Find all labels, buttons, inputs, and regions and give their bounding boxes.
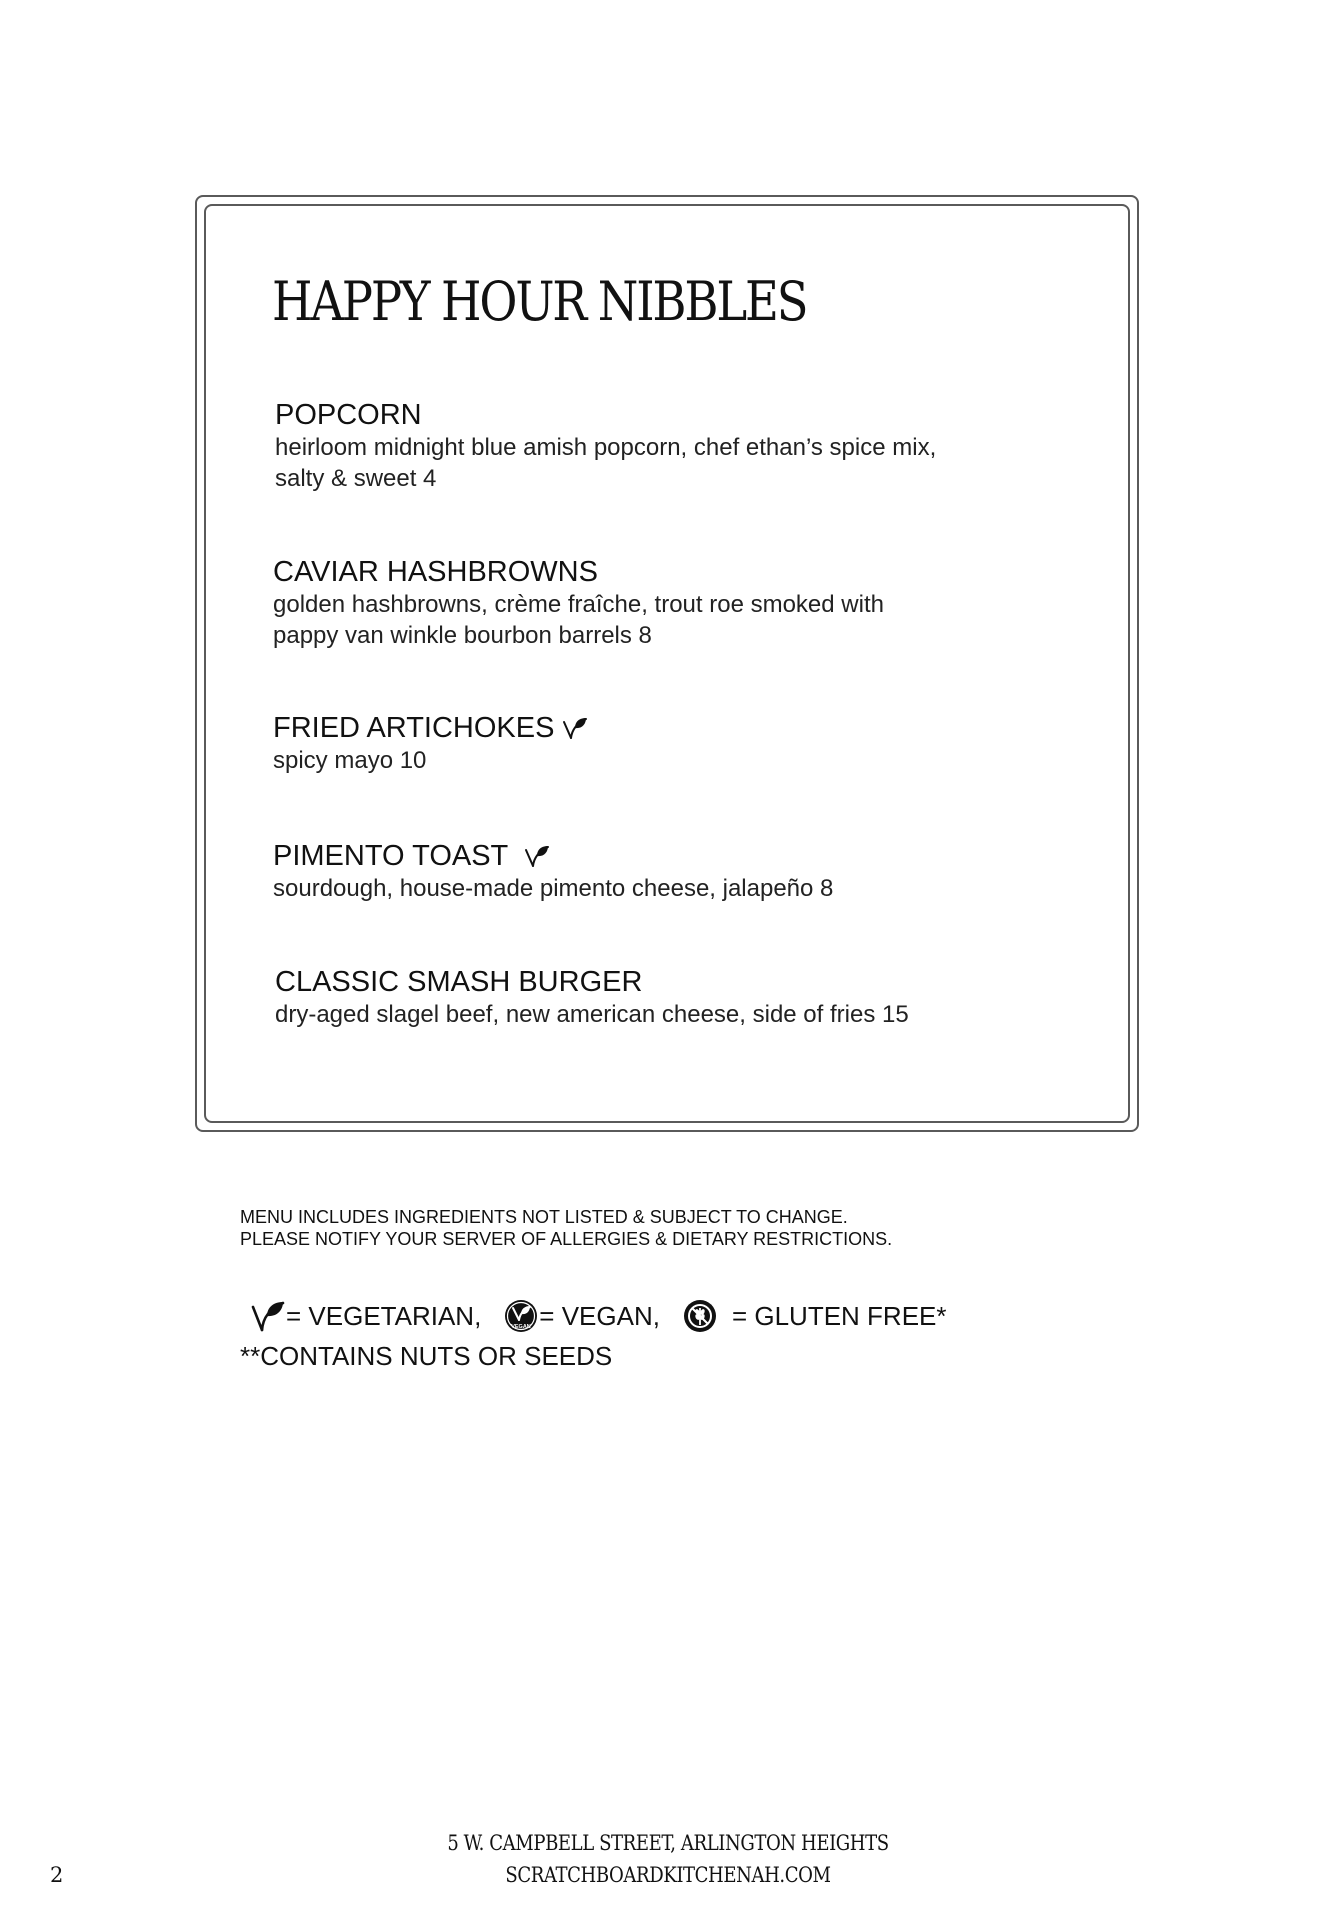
- item-description: [275, 432, 1035, 494]
- vegetarian-icon: [562, 715, 588, 741]
- footer: [0, 1827, 1336, 1891]
- vegan-icon: [503, 1298, 539, 1334]
- item-name: PIMENTO TOAST: [273, 840, 509, 872]
- item-description-line: salty & sweet 4: [275, 465, 437, 492]
- item-description: [273, 745, 1033, 776]
- disclaimer-line: PLEASE NOTIFY YOUR SERVER OF ALLERGIES & DIETARY RESTRICTIONS.: [240, 1229, 893, 1249]
- menu-item-fried-artichokes: [273, 711, 1033, 776]
- item-name-row: [273, 839, 1033, 873]
- footer-address: 5 W. CAMPBELL STREET, ARLINGTON HEIGHTS: [447, 1831, 889, 1855]
- item-name: CLASSIC SMASH BURGER: [275, 966, 643, 998]
- vegetarian-icon: [250, 1298, 286, 1334]
- item-name: FRIED ARTICHOKES: [273, 712, 555, 744]
- gluten-free-icon: [682, 1298, 718, 1334]
- disclaimer: [240, 1206, 892, 1250]
- disclaimer-line: MENU INCLUDES INGREDIENTS NOT LISTED & SUBJECT TO CHANGE.: [240, 1207, 848, 1227]
- vegan-badge-text: VEGAN: [511, 1324, 532, 1330]
- item-description-line: golden hashbrowns, crème fraîche, trout roe smoked with: [273, 591, 884, 618]
- dietary-legend: [250, 1298, 947, 1334]
- legend-nuts-note: **CONTAINS NUTS OR SEEDS: [240, 1341, 613, 1371]
- item-name-row: [273, 711, 1033, 745]
- menu-item-classic-smash-burger: [275, 965, 1035, 1030]
- menu-item-popcorn: [275, 398, 1035, 494]
- item-description: [275, 999, 1035, 1030]
- item-name: CAVIAR HASHBROWNS: [273, 556, 598, 588]
- menu-item-pimento-toast: [273, 839, 1033, 904]
- page-number: 2: [50, 1863, 64, 1887]
- item-description-line: pappy van winkle bourbon barrels 8: [273, 622, 652, 649]
- vegetarian-icon: [524, 843, 550, 869]
- item-description-line: sourdough, house-made pimento cheese, jalapeño 8: [273, 875, 834, 902]
- item-description: [273, 589, 1033, 651]
- menu-item-caviar-hashbrowns: [273, 555, 1033, 651]
- menu-title: HAPPY HOUR NIBBLES: [272, 270, 807, 333]
- legend-vegetarian-label: = VEGETARIAN,: [286, 1301, 482, 1331]
- legend-gluten-free-label: = GLUTEN FREE*: [731, 1301, 947, 1331]
- item-description-line: spicy mayo 10: [273, 747, 427, 774]
- legend-vegan-label: = VEGAN,: [539, 1301, 660, 1331]
- item-description-line: dry-aged slagel beef, new american cheese, side of fries 15: [275, 1001, 909, 1028]
- item-description: [273, 873, 1033, 904]
- item-description-line: heirloom midnight blue amish popcorn, chef ethan’s spice mix,: [275, 434, 937, 461]
- footer-website: SCRATCHBOARDKITCHENAH.COM: [505, 1863, 831, 1887]
- item-name: POPCORN: [275, 399, 422, 431]
